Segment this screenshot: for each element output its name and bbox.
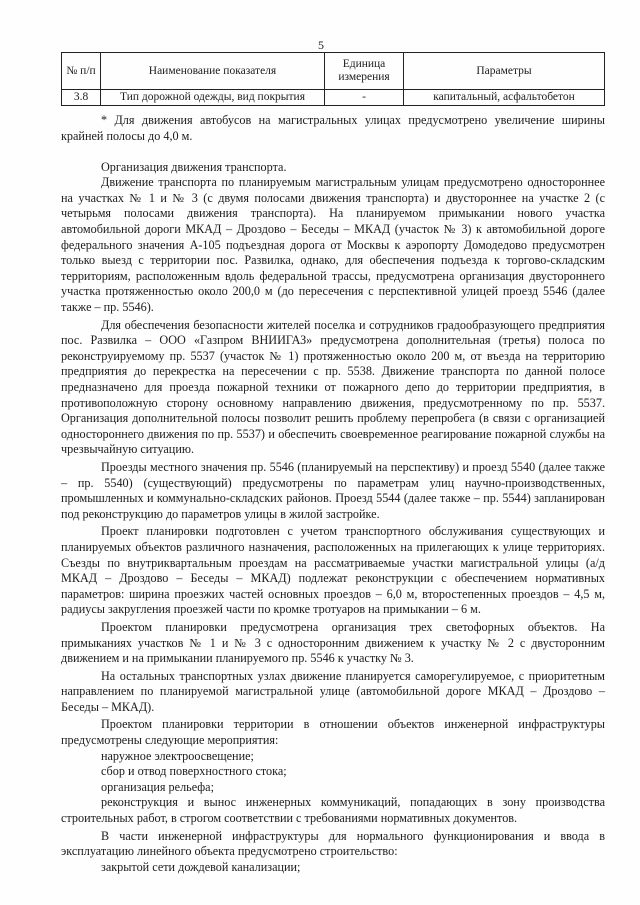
paragraph: Проектом планировки предусмотрена организация трех светофорных объектов. На примыканиях участков № 1 и № 3 с односторонним движением к участку № 2 с двусторонним движением и на примыкании планируемого пр. 5546 к участку № 3. [61, 619, 605, 666]
paragraph: Проект планировки подготовлен с учетом транспортного обслуживания существующих и планируемых объектов различного назначения, расположенных на прилегающих к улице территориях. Съезды по внутриквартальным проездам на рассматриваемые участки магистральной улицы (а/д МКАД – Дроздово – Беседы – МКАД) подлежат реконструкции с обеспечением нормативных параметров: ширина проезжих частей основных проездов – 6,0 м, второстепенных проездов – 4,5 м, радиусы закругления проезжей части по кромке тротуаров на примыкании – 6 м. [61, 524, 605, 617]
header-num: № п/п [62, 53, 101, 90]
paragraph: В части инженерной инфраструктуры для нормального функционирования и ввода в эксплуатацию линейного объекта предусмотрено строительство: [61, 828, 605, 859]
list-item: реконструкция и вынос инженерных коммуникаций, попадающих в зону производства строительных работ, в строгом соответствии с требованиями нормативных документов. [61, 795, 605, 826]
list-item: наружное электроосвещение; [101, 748, 254, 763]
table-header-row [62, 53, 605, 90]
document-body [61, 113, 605, 875]
cell-num: 3.8 [62, 90, 101, 106]
page-number: 5 [318, 38, 324, 52]
parameters-table [61, 52, 605, 106]
cell-unit: - [325, 90, 404, 106]
paragraph: Для обеспечения безопасности жителей поселка и сотрудников градообразующего предприятия пос. Развилка – ООО «Газпром ВНИИГАЗ» предусмотрена дополнительная (третья) полоса по реконструируемому пр. 5537 (участок № 1) протяженностью около 200 м, от въезда на территорию предприятия до перекрестка на пересечении с пр. 5538. Движение транспорта по данной полосе предназначено для проезда пожарной техники от пожарного депо до территории предприятия, в противоположную сторону основному направлению движения, предусмотренному по пр. 5537. Организация дополнительной полосы позволит решить проблему перепробега (в связи с организацией одностороннего движения по пр. 5537) и обеспечить своевременное реагирование пожарной службы на чрезвычайную ситуацию. [61, 317, 605, 457]
cell-name: Тип дорожной одежды, вид покрытия [101, 90, 325, 106]
list-item: организация рельефа; [101, 779, 214, 794]
section-heading: Организация движения транспорта. [101, 159, 287, 174]
list-item: закрытой сети дождевой канализации; [101, 859, 301, 874]
cell-params: капитальный, асфальтобетон [404, 90, 605, 106]
paragraph: Проезды местного значения пр. 5546 (планируемый на перспективу) и проезд 5540 (далее также – пр. 5540) (существующий) предусмотрены по параметрам улиц научно-производственных, промышленных и коммунально-складских районов. Проезд 5544 (далее также – пр. 5544) запланирован под реконструкцию до параметров улицы в жилой застройке. [61, 459, 605, 521]
paragraph: Проектом планировки территории в отношении объектов инженерной инфраструктуры предусмотрены следующие мероприятия: [61, 717, 605, 748]
paragraph: На остальных транспортных узлах движение планируется саморегулируемое, с приоритетным направлением по планируемой магистральной улице (автомобильной дороге МКАД – Дроздово – Беседы – МКАД). [61, 668, 605, 714]
table-footnote: * Для движения автобусов на магистральных улицах предусмотрено увеличение ширины крайней полосы до 4,0 м. [61, 113, 605, 143]
header-name: Наименование показателя [101, 53, 325, 90]
table-row [62, 90, 605, 106]
paragraph: Движение транспорта по планируемым магистральным улицам предусмотрено одностороннее на участках № 1 и № 3 (с двумя полосами движения транспорта) и двустороннее на участке 2 (с четырьмя полосами движения транспорта). На планируемом примыкании нового участка автомобильной дороги МКАД – Дроздово – Беседы – МКАД (участок № 3) к автомобильной дороге федерального значения А-105 подъездная дорога от Москвы к аэропорту Домодедово предусмотрен только выезд с территории пос. Развилка, однако, для обеспечения подъезда к торгово-складским территориям, расположенным вдоль федеральной трассы, предусмотрена организация двустороннего участка протяженностью около 200,0 м (до пересечения с перспективной улицей проезд 5546 (далее также – пр. 5546). [61, 175, 605, 315]
header-unit: Единица измерения [325, 53, 404, 90]
header-params: Параметры [404, 53, 605, 90]
list-item: сбор и отвод поверхностного стока; [101, 764, 287, 779]
